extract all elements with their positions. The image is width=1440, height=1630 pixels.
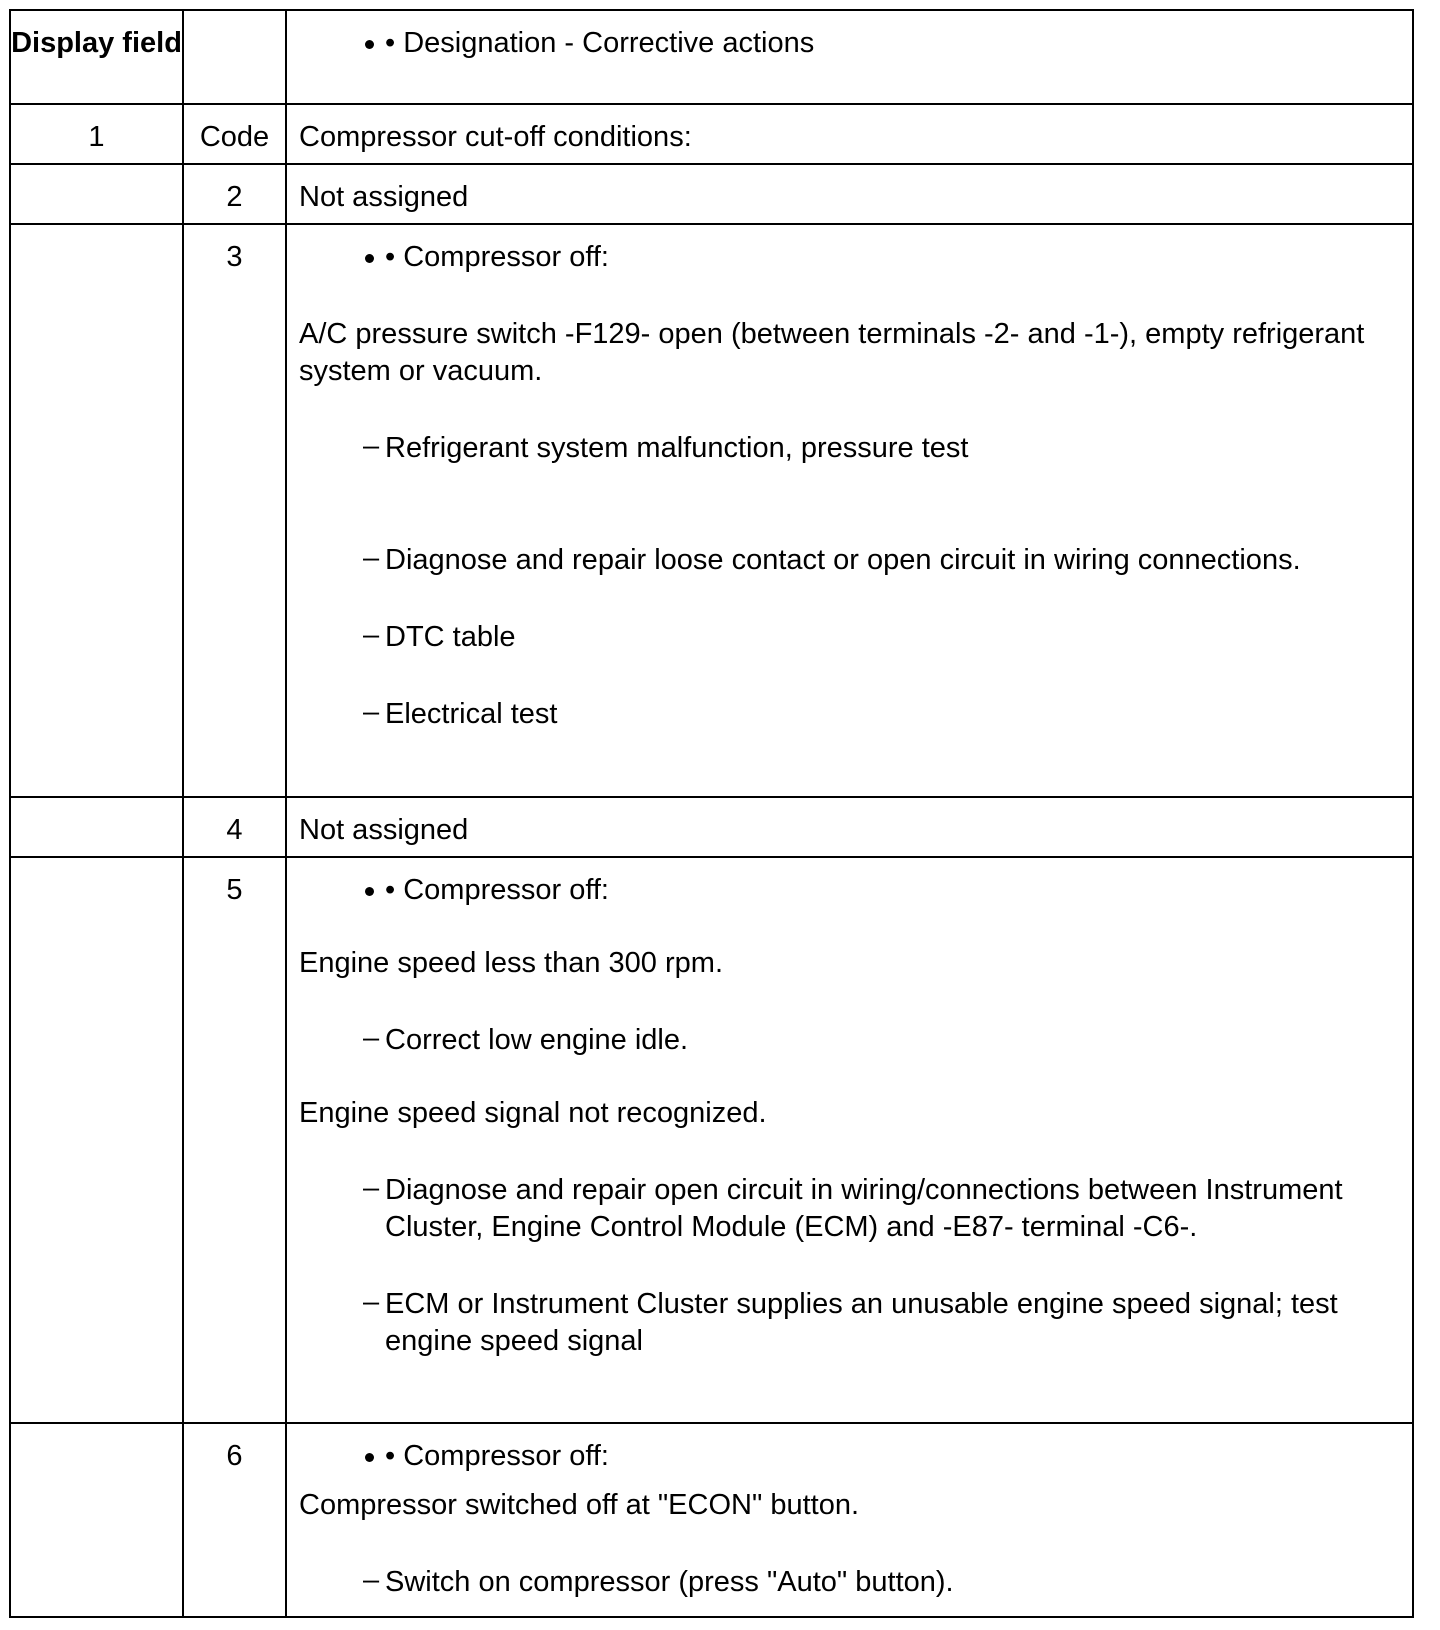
bullet-dot-icon [365,40,374,49]
display-field-cell [10,797,183,857]
code-cell: 4 [183,797,286,857]
code-cell: 5 [183,857,286,1423]
description-cell [286,1423,1413,1617]
bullet-dot-icon [365,254,374,263]
dash-marker: – [363,542,380,574]
action-text: Diagnose and repair open circuit in wiring/connections between Instrument Cluster, Engine Control Module (ECM) and -E87- terminal -C6-. [385,1174,1343,1243]
action-item [299,542,1372,579]
display-field-cell [10,857,183,1423]
action-item [299,430,1372,467]
action-item [299,1022,1372,1059]
table-row [10,1423,1413,1617]
action-text: DTC table [385,621,516,653]
bullet-line [299,239,1372,276]
description-cell: Not assigned [286,797,1413,857]
description-cell [286,224,1413,797]
header-designation: • Designation - Corrective actions [385,27,815,59]
dash-marker: – [363,696,380,728]
table-row [10,164,1413,224]
dash-marker: – [363,1022,380,1054]
action-text: Diagnose and repair loose contact or open circuit in wiring connections. [385,544,1301,576]
action-item [299,696,1372,733]
bullet-line [299,1438,1372,1475]
action-text: ECM or Instrument Cluster supplies an unusable engine speed signal; test engine speed signal [385,1288,1338,1357]
table-row [10,224,1413,797]
condition-text: Engine speed signal not recognized. [299,1097,767,1129]
condition-text: Engine speed less than 300 rpm. [299,947,723,979]
action-text: Refrigerant system malfunction, pressure test [385,432,969,464]
header-code [183,10,286,104]
description-cell [286,857,1413,1423]
action-text: Electrical test [385,698,558,730]
bullet-dot-icon [365,1453,374,1462]
code-cell: Code [183,104,286,164]
action-text: Correct low engine idle. [385,1024,689,1056]
bullet-dot-icon [365,887,374,896]
bullet-line [299,25,1372,62]
action-item [299,1564,1372,1601]
display-field-cell [10,164,183,224]
code-cell: 6 [183,1423,286,1617]
code-cell: 3 [183,224,286,797]
dash-marker: – [363,1564,380,1596]
header-row [10,10,1413,104]
code-cell: 2 [183,164,286,224]
table-row [10,857,1413,1423]
corrective-actions-table [9,9,1414,1618]
table-row [10,797,1413,857]
dash-marker: – [363,1286,380,1318]
bullet-text: • Compressor off: [385,1440,609,1472]
bullet-line [299,872,1372,909]
dash-marker: – [363,430,380,462]
header-designation-cell [286,10,1413,104]
header-display-field: Display field [10,10,183,104]
action-item [299,619,1372,656]
action-item [299,1172,1372,1246]
dash-marker: – [363,619,380,651]
display-field-cell [10,224,183,797]
document-table-container [9,9,1414,1618]
dash-marker: – [363,1172,380,1204]
description-cell: Not assigned [286,164,1413,224]
description-cell: Compressor cut-off conditions: [286,104,1413,164]
action-item [299,1286,1372,1360]
bullet-text: • Compressor off: [385,241,609,273]
condition-text: Compressor switched off at "ECON" button. [299,1489,860,1521]
display-field-cell [10,1423,183,1617]
bullet-text: • Compressor off: [385,874,609,906]
condition-text: A/C pressure switch -F129- open (between terminals -2- and -1-), empty refrigerant system or vacuum. [299,318,1365,387]
action-text: Switch on compressor (press "Auto" button). [385,1566,954,1598]
table-row [10,104,1413,164]
display-field-cell: 1 [10,104,183,164]
